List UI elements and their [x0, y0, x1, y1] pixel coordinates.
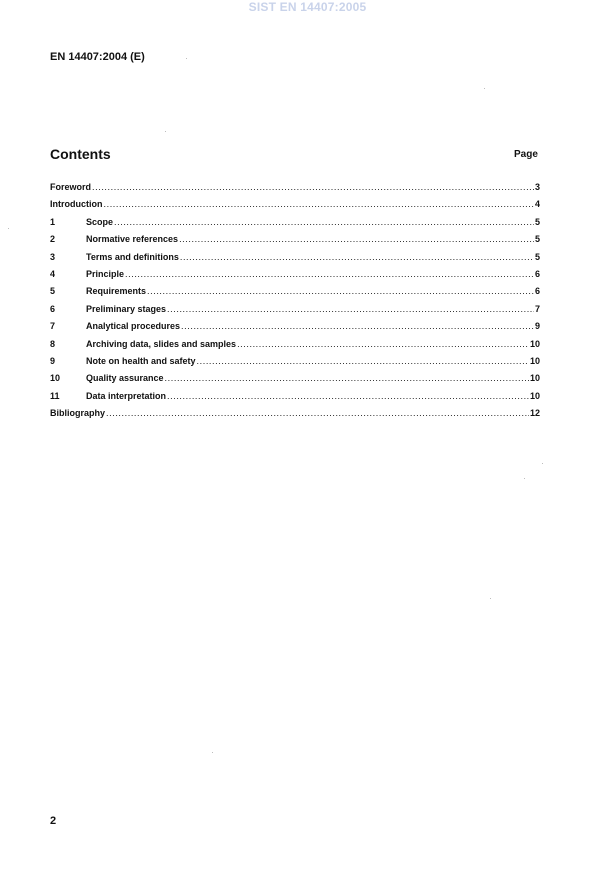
toc-entry-number: 11 [50, 390, 60, 401]
toc-entry-page: 12 [529, 408, 540, 419]
watermark: SIST EN 14407:2005 [248, 0, 367, 14]
scan-speck [165, 131, 166, 132]
dot-leader [180, 252, 534, 262]
toc-entry-page: 6 [534, 268, 540, 279]
dot-leader [181, 321, 534, 331]
dot-leader [167, 304, 534, 314]
scan-speck [186, 58, 187, 59]
toc-entry-scope[interactable] [50, 217, 540, 234]
dot-leader [147, 286, 534, 296]
toc-entry-requirements[interactable] [50, 286, 540, 303]
toc-entry-number: 3 [50, 251, 56, 262]
toc-entry-page: 9 [534, 321, 540, 332]
page-number: 2 [50, 815, 57, 827]
toc-entry-page: 7 [534, 303, 540, 314]
toc-entry-terms-and-definitions[interactable] [50, 252, 540, 269]
toc-entry-title: Foreword [50, 182, 92, 192]
document-id: EN 14407:2004 (E) [50, 51, 145, 63]
dot-leader [237, 339, 529, 349]
toc-entry-title: Quality assurance [86, 373, 164, 384]
toc-entry-number: 5 [50, 286, 56, 297]
toc-entry-number: 7 [50, 321, 56, 332]
dot-leader [167, 391, 529, 401]
toc-entry-number: 8 [50, 338, 56, 349]
toc-entry-bibliography[interactable] [50, 408, 540, 425]
toc-entry-quality-assurance[interactable] [50, 373, 540, 390]
toc-entry-number: 4 [50, 268, 56, 279]
dot-leader [125, 269, 534, 279]
toc-entry-page: 5 [534, 216, 540, 227]
dot-leader [114, 217, 534, 227]
dot-leader [165, 373, 529, 383]
toc-entry-title: Requirements [86, 286, 147, 297]
toc-entry-health-and-safety[interactable] [50, 356, 540, 373]
scan-speck [542, 463, 543, 464]
toc-entry-title: Analytical procedures [86, 321, 181, 332]
table-of-contents [50, 182, 540, 425]
toc-entry-normative-references[interactable] [50, 234, 540, 251]
toc-entry-data-interpretation[interactable] [50, 391, 540, 408]
toc-entry-title: Introduction [50, 199, 103, 210]
toc-entry-number: 6 [50, 303, 56, 314]
toc-entry-number: 2 [50, 234, 56, 245]
toc-entry-principle[interactable] [50, 269, 540, 286]
dot-leader [104, 199, 534, 209]
toc-entry-page: 3 [534, 182, 540, 192]
toc-entry-page: 10 [529, 355, 540, 366]
scan-speck [524, 478, 525, 479]
toc-entry-title: Data interpretation [86, 390, 167, 401]
toc-entry-page: 5 [534, 234, 540, 245]
contents-heading: Contents [50, 146, 111, 162]
dot-leader [92, 182, 534, 192]
toc-entry-page: 10 [529, 373, 540, 384]
toc-entry-page: 5 [534, 251, 540, 262]
toc-entry-preliminary-stages[interactable] [50, 304, 540, 321]
toc-entry-title: Preliminary stages [86, 303, 167, 314]
toc-entry-title: Principle [86, 268, 125, 279]
toc-entry-title: Bibliography [50, 408, 106, 419]
toc-entry-title: Archiving data, slides and samples [86, 338, 237, 349]
scan-speck [8, 228, 9, 229]
toc-entry-number: 1 [50, 216, 56, 227]
dot-leader [106, 408, 529, 418]
toc-entry-number: 9 [50, 355, 56, 366]
toc-entry-introduction[interactable] [50, 199, 540, 216]
toc-entry-title: Terms and definitions [86, 251, 179, 262]
toc-entry-archiving-data[interactable] [50, 339, 540, 356]
dot-leader [197, 356, 529, 366]
toc-entry-title: Scope [86, 216, 114, 227]
toc-entry-title: Normative references [86, 234, 179, 245]
toc-entry-page: 6 [534, 286, 540, 297]
toc-entry-foreword[interactable] [50, 182, 540, 199]
toc-entry-page: 10 [529, 338, 540, 349]
toc-entry-title: Note on health and safety [86, 355, 196, 366]
toc-entry-page: 4 [534, 199, 540, 210]
scan-speck [212, 752, 213, 753]
toc-entry-number: 10 [50, 373, 61, 384]
page-column-label: Page [514, 149, 538, 160]
dot-leader [179, 234, 534, 244]
scan-speck [490, 598, 491, 599]
toc-entry-page: 10 [529, 390, 540, 401]
scan-speck [484, 88, 485, 89]
toc-entry-analytical-procedures[interactable] [50, 321, 540, 338]
